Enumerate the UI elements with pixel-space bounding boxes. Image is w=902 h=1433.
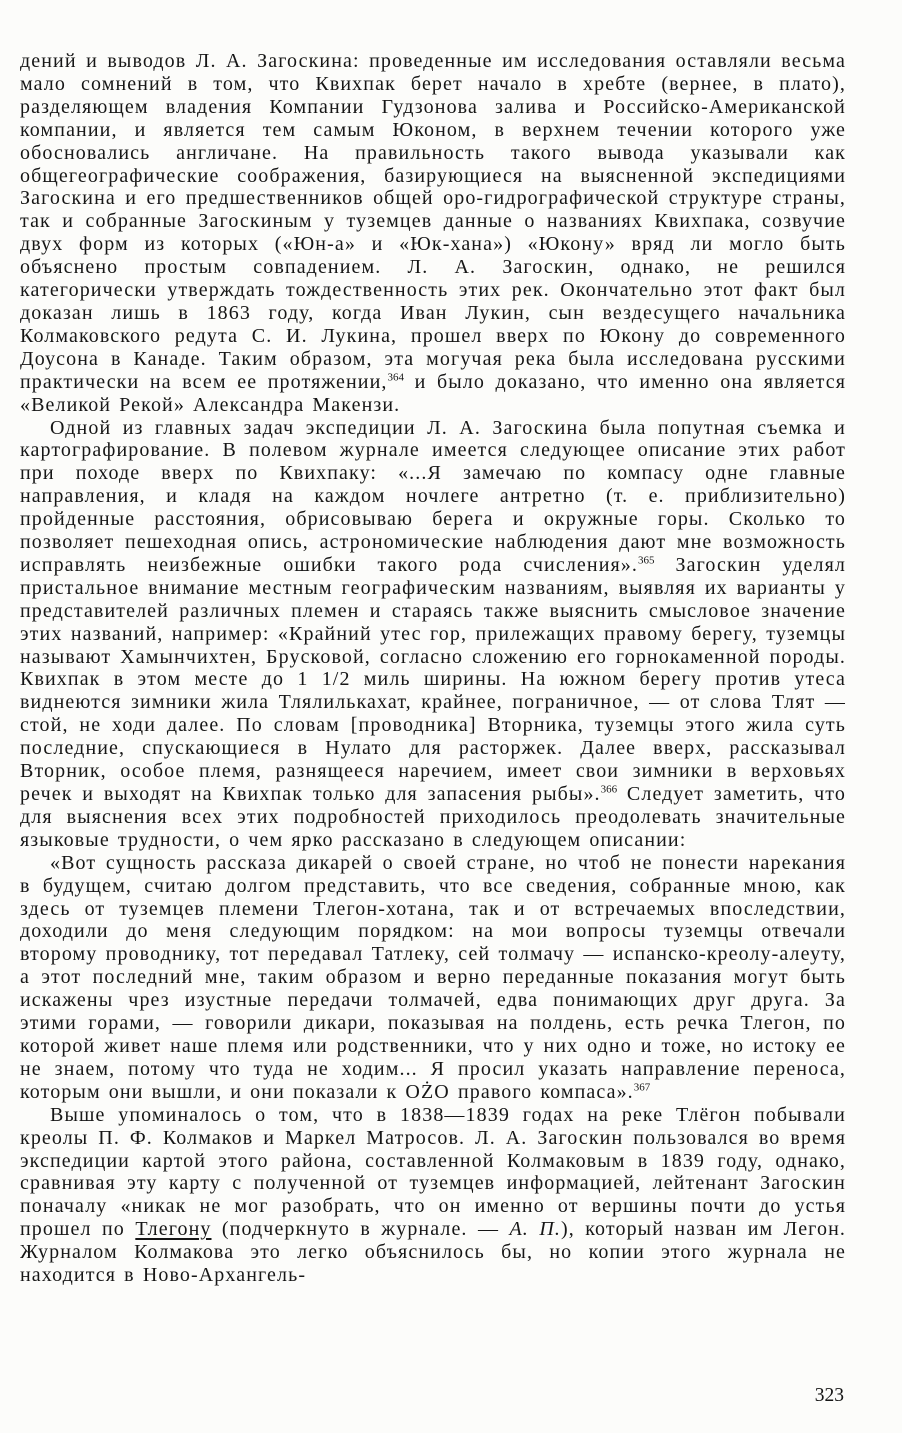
text-run: «Вот сущность рассказа дикарей о своей стране, но чтоб не понести нарекания в будущем, считаю долгом представить, что все сведения, собранные мною, как здесь от туземцев племени Тлегон-хотана, так и от встречаемых впоследствии, доходили до меня следующим порядком: на мои вопросы туземцы отвечали второму проводнику, тот передавал Татлеку, сей толмачу — испанско-креолу-алеуту, а этот последний мне, таким образом и верно переданные показания могут быть искажены чрез изустные передачи толмачей, едва понимающих друг друга. За этими горами, — говорили дикари, показывая на полдень, есть речка Тлегон, по которой живет наше племя или родственники, что у них одно и тоже, но истоку ее не знаем, потому что туда не ходим... Я просил указать направление переноса, которым они вышли, и они показали к OŻO правого компаса». — [20, 851, 846, 1103]
text-run: Одной из главных задач экспедиции Л. А. Загоскина была попутная съемка и картографирование. В полевом журнале имеется следующее описание этих работ при походе вверх по Квихпаку: «...Я замечаю по компасу одне главные направления, и кладя на каждом ночлеге антретно (т. е. приблизительно) пройденные расстояния, обрисовываю берега и окружные горы. Сколько то позволяет пешеходная опись, астрономические наблюдения дают мне возможность исправлять неизбежные ошибки такого рода счисления». — [20, 416, 846, 576]
text-run: и было доказано, что именно она является «Великой Рекой» Александра Макензи. — [20, 370, 846, 416]
paragraph-2 — [20, 417, 846, 852]
page-number: 323 — [814, 1385, 844, 1406]
paragraph-4 — [20, 1104, 846, 1287]
text-run: (подчеркнуто в журнале. — — [211, 1218, 510, 1241]
footnote-ref: 365 — [638, 554, 655, 567]
text-run: Выше упоминалось о том, что в 1838—1839 годах на реке Тлёгон побывали креолы П. Ф. Колмаков и Маркел Матросов. Л. А. Загоскин пользовался во время экспедиции картой этого района, составленной Колмаковым в 1839 году, однако, сравнивая эту карту с полученной от туземцев информацией, лейтенант Загоскин поначалу «никак не мог разобрать, что он именно от вершины почти до устья прошел по — [20, 1103, 846, 1241]
footnote-ref: 367 — [633, 1081, 651, 1094]
underlined-term: Тлегону — [135, 1218, 212, 1241]
editor-initials: А. П. — [509, 1218, 561, 1241]
footnote-ref: 366 — [600, 783, 618, 796]
paragraph-1 — [20, 50, 846, 417]
text-run: ), который назван им Легон. Журналом Колмакова это легко объяснилось бы, но копии этого журнала не находится в Ново-Архангель- — [20, 1218, 846, 1287]
footnote-ref: 364 — [387, 371, 405, 384]
text-run: Следует заметить, что для выяснения всех этих подробностей приходилось преодолевать значительные языковые трудности, о чем ярко рассказано в следующем описании: — [20, 783, 846, 851]
page-text — [20, 50, 846, 1287]
paragraph-3 — [20, 852, 846, 1104]
text-run: дений и выводов Л. А. Загоскина: проведенные им исследования оставляли весьма мало сомнений в том, что Квихпак берет начало в хребте (вернее, в плато), разделяющем владения Компании Гудзонова залива и Российско-Американской компании, и является тем самым Юконом, в верхнем течении которого уже обосновались англичане. На правильность такого вывода указывали как общегеографические соображения, базирующиеся на выясненной экспедициями Загоскина и его предшественников общей оро-гидрографической структуре страны, так и собранные Загоскиным у туземцев данные о названиях Квихпака, созвучие двух форм из которых («Юн-а» и «Юк-хана») «Юкону» вряд ли могло быть объяснено простым совпадением. Л. А. Загоскин, однако, не решился категорически утверждать тождественность этих рек. Окончательно этот факт был доказан лишь в 1863 году, когда Иван Лукин, сын вездесущего начальника Колмаковского редута С. И. Лукина, прошел вверх по Юкону до современного Доусона в Канаде. Таким образом, эта могучая река была исследована русскими практически на всем ее протяжении, — [20, 50, 846, 393]
text-run: Загоскин уделял пристальное внимание местным географическим названиям, выявляя их варианты у представителей различных племен и стараясь также выяснить смысловое значение этих названий, например: «Крайний утес гор, прилежащих правому берегу, туземцы называют Хамынчихтен, Брусковой, согласно сложению его горнокаменной породы. Квихпак в этом месте до 1 1/2 миль ширины. На южном берегу против утеса виднеются зимники жила Тлялилькахат, крайнее, пограничное, — от слова Тлят — стой, не ходи далее. По словам [проводника] Вторника, туземцы этого жила суть последние, спускающиеся в Нулато для расторжек. Далее вверх, рассказывал Вторник, особое племя, разнящееся наречием, имеет свои зимники в верховьях речек и выходят на Квихпак только для запасения рыбы». — [20, 553, 846, 805]
